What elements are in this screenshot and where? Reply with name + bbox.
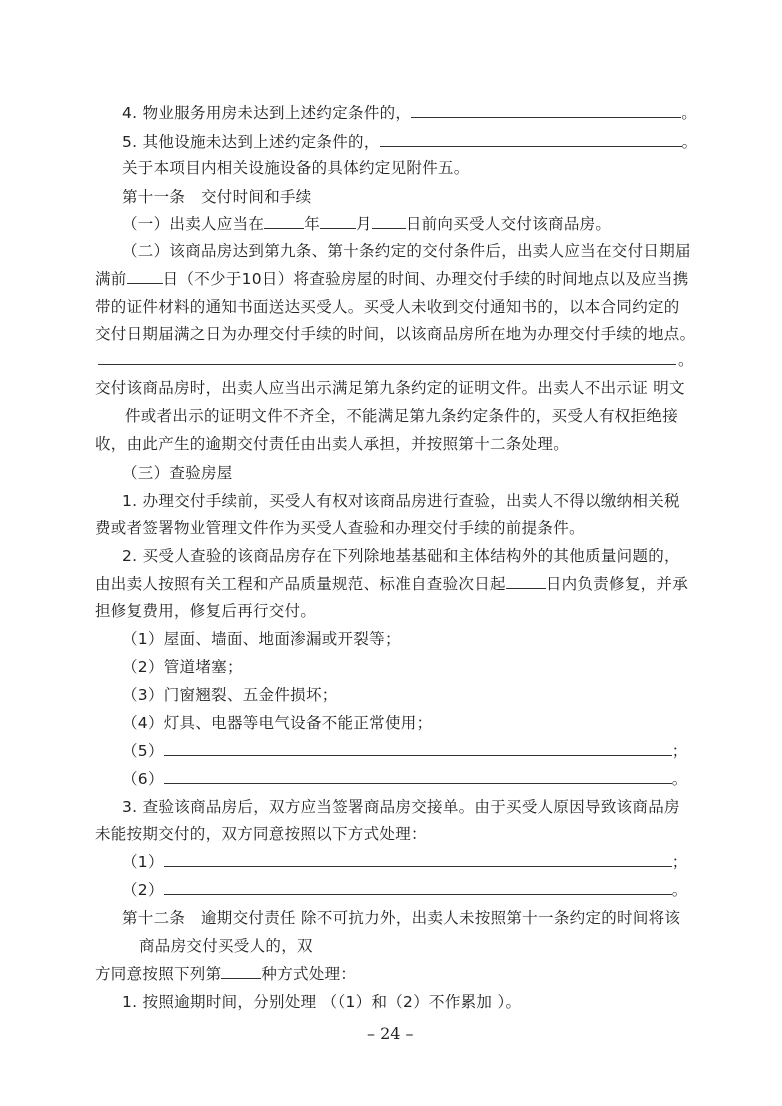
text: 。 (671, 881, 688, 899)
inspection-2-line1: 2. 买受人查验的该商品房存在下列除地基基础和主体结构外的其他质量问题的， (122, 547, 680, 565)
blank-days[interactable] (127, 268, 163, 284)
defect-item-5 (122, 740, 688, 762)
delivery-proof-line1: 交付该商品房时，出卖人应当出示满足第九条约定的证明文件。出卖人不出示证 明文 (95, 379, 685, 397)
text: 。 (681, 133, 698, 151)
defect-item-1: （1）屋面、墙面、地面渗漏或开裂等； (122, 630, 401, 648)
line-5-other-facilities (122, 131, 697, 153)
article-12-line1: 第十二条 逾期交付责任 除不可抗力外，出卖人未按照第十一条约定的时间将该 (122, 909, 681, 927)
inspection-3-line2: 未能按期交付的，双方同意按照以下方式处理： (95, 825, 427, 843)
text: （5） (122, 742, 164, 760)
blank-method[interactable] (221, 963, 261, 979)
blank-field[interactable] (164, 851, 672, 867)
text: ； (671, 742, 688, 760)
article-12-line3 (95, 963, 356, 985)
text: 日内负责修复，并承 (545, 575, 689, 593)
defect-item-4: （4）灯具、电器等电气设备不能正常使用； (122, 714, 433, 732)
text: 月 (356, 215, 372, 233)
text: 种方式处理： (261, 965, 357, 983)
text: （1） (122, 853, 164, 871)
delivery-proof-line3: 收，由此产生的逾期交付责任由出卖人承担，并按照第十二条处理。 (95, 435, 570, 453)
defect-item-2: （2）管道堵塞； (122, 658, 243, 676)
line-end-mark: 。 (678, 351, 694, 369)
delivery-proof-line2: 件或者出示的证明文件不齐全，不能满足第九条约定条件的，买受人有权拒绝接 (125, 407, 679, 425)
text: （6） (122, 770, 164, 788)
blank-field[interactable] (411, 102, 681, 118)
text: （一）出卖人应当在 (122, 215, 265, 233)
article-11-heading: 第十一条 交付时间和手续 (122, 188, 312, 206)
handling-item-1 (122, 851, 688, 873)
blank-day[interactable] (372, 213, 406, 229)
text: 日（不少于10日）将查验房屋的时间、办理交付手续的时间地点以及应当携 (162, 270, 689, 288)
blank-field[interactable] (164, 768, 672, 784)
clause-2-line4: 交付日期届满之日为办理交付手续的时间，以该商品房所在地为办理交付手续的地点。 (95, 325, 696, 343)
inspection-1-line1: 1. 办理交付手续前，买受人有权对该商品房进行查验，出卖人不得以缴纳相关税 (122, 492, 680, 510)
text: 。 (681, 104, 698, 122)
inspection-1-line2: 费或者签署物业管理文件作为买受人查验和办理交付手续的前提条件。 (95, 519, 585, 537)
text: 4. 物业服务用房未达到上述约定条件的， (122, 104, 412, 122)
clause-2-line2 (95, 268, 689, 290)
text: ； (671, 853, 688, 871)
article-12-item-1: 1. 按照逾期时间，分别处理 （（1）和（2）不作累加 ）。 (122, 993, 522, 1011)
blank-field[interactable] (164, 879, 672, 895)
blank-month[interactable] (320, 213, 356, 229)
text: 日前向买受人交付该商品房。 (405, 215, 612, 233)
defect-item-3: （3）门窗翘裂、五金件损坏； (122, 686, 338, 704)
blank-field[interactable] (164, 740, 672, 756)
blank-year[interactable] (264, 213, 304, 229)
clause-2-line1: （二）该商品房达到第九条、第十条约定的交付条件后，出卖人应当在交付日期届 (122, 242, 691, 260)
defect-item-6 (122, 768, 688, 790)
page-number: – 24 – (367, 1024, 414, 1043)
text: 5. 其他设施未达到上述约定条件的， (122, 133, 380, 151)
text: 由出卖人按照有关工程和产品质量规范、标准自查验次日起 (95, 575, 506, 593)
blank-line[interactable] (98, 364, 676, 365)
clause-1-delivery-date (122, 213, 611, 235)
blank-field[interactable] (380, 131, 682, 147)
clause-3-heading: （三）查验房屋 (122, 464, 233, 482)
inspection-2-line2 (95, 573, 688, 595)
clause-2-line3: 带的证件材料的通知书面送达买受人。买受人未收到交付通知书的，以本合同约定的 (95, 298, 680, 316)
text: （2） (122, 881, 164, 899)
handling-item-2 (122, 879, 688, 901)
inspection-3-line1: 3. 查验该商品房后，双方应当签署商品房交接单。由于买受人原因导致该商品房 (122, 798, 680, 816)
text: 。 (671, 770, 688, 788)
text: 满前 (95, 270, 127, 288)
inspection-2-line3: 担修复费用，修复后再行交付。 (95, 602, 317, 620)
line-annex-five: 关于本项目内相关设施设备的具体约定见附件五。 (122, 159, 470, 177)
line-4-property-room (122, 102, 697, 124)
article-12-line2: 商品房交付买受人的，双 (139, 937, 313, 955)
text: 年 (304, 215, 321, 233)
blank-repair-days[interactable] (506, 573, 546, 589)
text: 方同意按照下列第 (95, 965, 222, 983)
